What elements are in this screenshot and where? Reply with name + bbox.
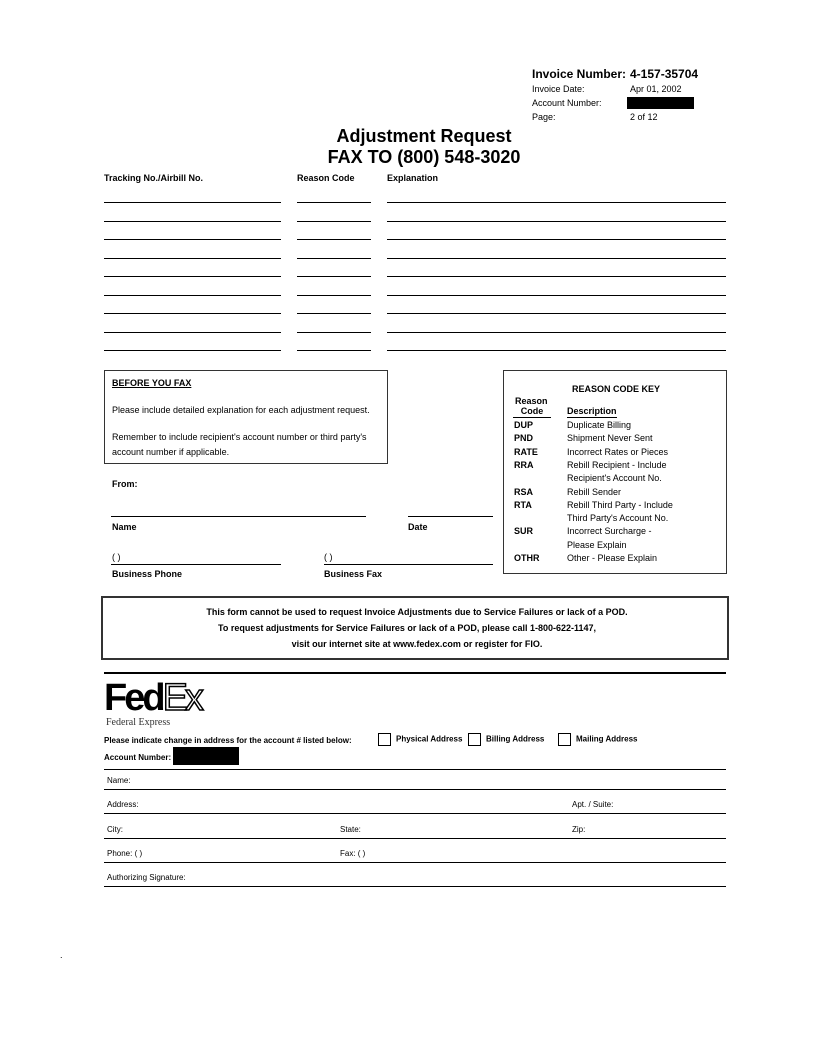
business-fax-line[interactable] xyxy=(324,564,493,565)
description-header: Description xyxy=(567,406,617,416)
reason-code-line[interactable] xyxy=(297,202,371,203)
reason-description: Duplicate Billing xyxy=(567,420,632,430)
name-line[interactable] xyxy=(111,516,366,517)
tracking-number-line[interactable] xyxy=(104,332,281,333)
tracking-number-line[interactable] xyxy=(104,350,281,351)
reason-code: SUR xyxy=(514,526,534,537)
tracking-number-line[interactable] xyxy=(104,239,281,240)
explanation-line[interactable] xyxy=(387,350,726,351)
reason-code-line[interactable] xyxy=(297,221,371,222)
section-divider xyxy=(104,672,726,674)
reason-code-line[interactable] xyxy=(297,332,371,333)
reason-code: RRA xyxy=(514,459,534,470)
account-number-label-2: Account Number: xyxy=(104,753,172,762)
fax-field-label: Fax: ( ) xyxy=(340,849,366,858)
reason-header-1: Reason xyxy=(515,396,548,406)
option-mailing[interactable] xyxy=(558,733,638,746)
reason-description: Rebill Third Party - Include xyxy=(567,499,673,510)
account-number-label: Account Number: xyxy=(532,98,602,108)
reason-description: Shipment Never Sent xyxy=(567,433,653,444)
logo-fed: Fed xyxy=(104,677,163,719)
checkbox[interactable] xyxy=(468,733,481,746)
logo-subtitle: Federal Express xyxy=(106,717,171,728)
reason-code-line[interactable] xyxy=(297,239,371,240)
reason-code: RTA xyxy=(514,499,532,510)
reason-code-line[interactable] xyxy=(297,313,371,314)
date-line[interactable] xyxy=(408,516,493,517)
notice-line-2: To request adjustments for Service Failures or lack of a POD, please call 1-800-622-1147, xyxy=(218,623,596,633)
reason-code-key-title: REASON CODE KEY xyxy=(571,384,660,394)
phone-field-label: Phone: ( ) xyxy=(107,849,143,858)
before-fax-line-3: account number if applicable. xyxy=(112,447,230,457)
name-field-label: Name: xyxy=(107,776,131,785)
page-number: 2 of 12 xyxy=(630,112,658,122)
business-phone-line[interactable] xyxy=(111,564,281,565)
explanation-line[interactable] xyxy=(387,221,726,222)
reason-code-line[interactable] xyxy=(297,350,371,351)
signature-field[interactable] xyxy=(104,886,726,887)
explanation-line[interactable] xyxy=(387,276,726,277)
explanation-line[interactable] xyxy=(387,295,726,296)
tracking-number-line[interactable] xyxy=(104,258,281,259)
option-label: Billing Address xyxy=(486,734,545,744)
before-you-fax-box xyxy=(104,370,388,464)
before-fax-line-1: Please include detailed explanation for each adjustment request. xyxy=(112,405,370,415)
from-label: From: xyxy=(112,479,138,489)
before-fax-line-2: Remember to include recipient's account number or third party's xyxy=(112,432,367,442)
tracking-header: Tracking No./Airbill No. xyxy=(104,173,204,183)
option-physical[interactable] xyxy=(378,733,462,746)
reason-code-line[interactable] xyxy=(297,295,371,296)
explanation-line[interactable] xyxy=(387,202,726,203)
reason-description: Incorrect Rates or Pieces xyxy=(567,446,669,457)
reason-description: Rebill Sender xyxy=(567,486,622,497)
reason-code: RSA xyxy=(514,486,534,497)
reason-description: Rebill Recipient - Include xyxy=(567,459,667,470)
name-label: Name xyxy=(112,522,137,532)
apt-field-label: Apt. / Suite: xyxy=(572,800,614,809)
date-label: Date xyxy=(408,522,428,532)
business-fax-label: Business Fax xyxy=(324,569,383,579)
checkbox[interactable] xyxy=(378,733,391,746)
invoice-number: 4-157-35704 xyxy=(630,67,699,81)
tracking-number-line[interactable] xyxy=(104,295,281,296)
tracking-number-line[interactable] xyxy=(104,276,281,277)
fedex-logo xyxy=(104,676,201,720)
invoice-date: Apr 01, 2002 xyxy=(630,84,682,94)
notice-line-1: This form cannot be used to request Invoice Adjustments due to Service Failures or lack of a POD. xyxy=(206,607,628,617)
tracking-number-line[interactable] xyxy=(104,202,281,203)
reason-code-line[interactable] xyxy=(297,258,371,259)
phone-field[interactable] xyxy=(104,862,726,863)
reason-code: OTHR xyxy=(514,553,540,563)
reason-description-cont: Please Explain xyxy=(567,539,627,550)
option-label: Mailing Address xyxy=(576,734,638,744)
tracking-number-line[interactable] xyxy=(104,221,281,222)
page-title: Adjustment Request xyxy=(336,126,512,146)
reason-code-header: Reason Code xyxy=(297,173,355,183)
fax-parens: ( ) xyxy=(324,552,333,562)
reason-description-cont: Third Party's Account No. xyxy=(567,513,669,524)
business-phone-label: Business Phone xyxy=(112,569,183,579)
address-field[interactable] xyxy=(104,813,726,814)
signature-field-label: Authorizing Signature: xyxy=(107,873,186,882)
explanation-line[interactable] xyxy=(387,258,726,259)
explanation-line[interactable] xyxy=(387,313,726,314)
reason-code: DUP xyxy=(514,420,534,430)
before-you-fax-heading: BEFORE YOU FAX xyxy=(112,378,192,388)
service-failure-notice xyxy=(101,596,729,660)
explanation-line[interactable] xyxy=(387,332,726,333)
address-change-prompt: Please indicate change in address for the account # listed below: xyxy=(104,736,352,745)
reason-description: Incorrect Surcharge - xyxy=(567,526,652,537)
redacted-account-number xyxy=(627,97,694,109)
invoice-number-label: Invoice Number: xyxy=(532,67,627,81)
reason-description-cont: Recipient's Account No. xyxy=(567,473,662,484)
option-label: Physical Address xyxy=(396,734,463,744)
reason-header-2: Code xyxy=(513,406,551,418)
reason-code-key-box xyxy=(503,370,727,574)
name-field[interactable] xyxy=(104,789,726,790)
footer-mark: . xyxy=(60,950,63,960)
city-field-label: City: xyxy=(107,825,123,834)
reason-code-line[interactable] xyxy=(297,276,371,277)
notice-line-3: visit our internet site at www.fedex.com or register for FIO. xyxy=(291,639,543,649)
state-field-label: State: xyxy=(340,825,361,834)
reason-code: PND xyxy=(514,433,534,444)
explanation-header: Explanation xyxy=(387,173,439,183)
phone-parens: ( ) xyxy=(112,552,121,562)
form-line xyxy=(104,769,726,770)
explanation-line[interactable] xyxy=(387,239,726,240)
logo-ex: Ex xyxy=(162,677,201,719)
page-label: Page: xyxy=(532,112,556,122)
zip-field-label: Zip: xyxy=(572,825,586,834)
invoice-date-label: Invoice Date: xyxy=(532,84,585,94)
address-field-label: Address: xyxy=(107,800,139,809)
redacted-account-number-2 xyxy=(173,747,239,765)
checkbox[interactable] xyxy=(558,733,571,746)
city-field[interactable] xyxy=(104,838,726,839)
reason-description: Other - Please Explain xyxy=(567,553,658,563)
tracking-number-line[interactable] xyxy=(104,313,281,314)
reason-code: RATE xyxy=(514,446,538,457)
fax-to-number: FAX TO (800) 548-3020 xyxy=(327,147,521,167)
option-billing[interactable] xyxy=(468,733,544,746)
